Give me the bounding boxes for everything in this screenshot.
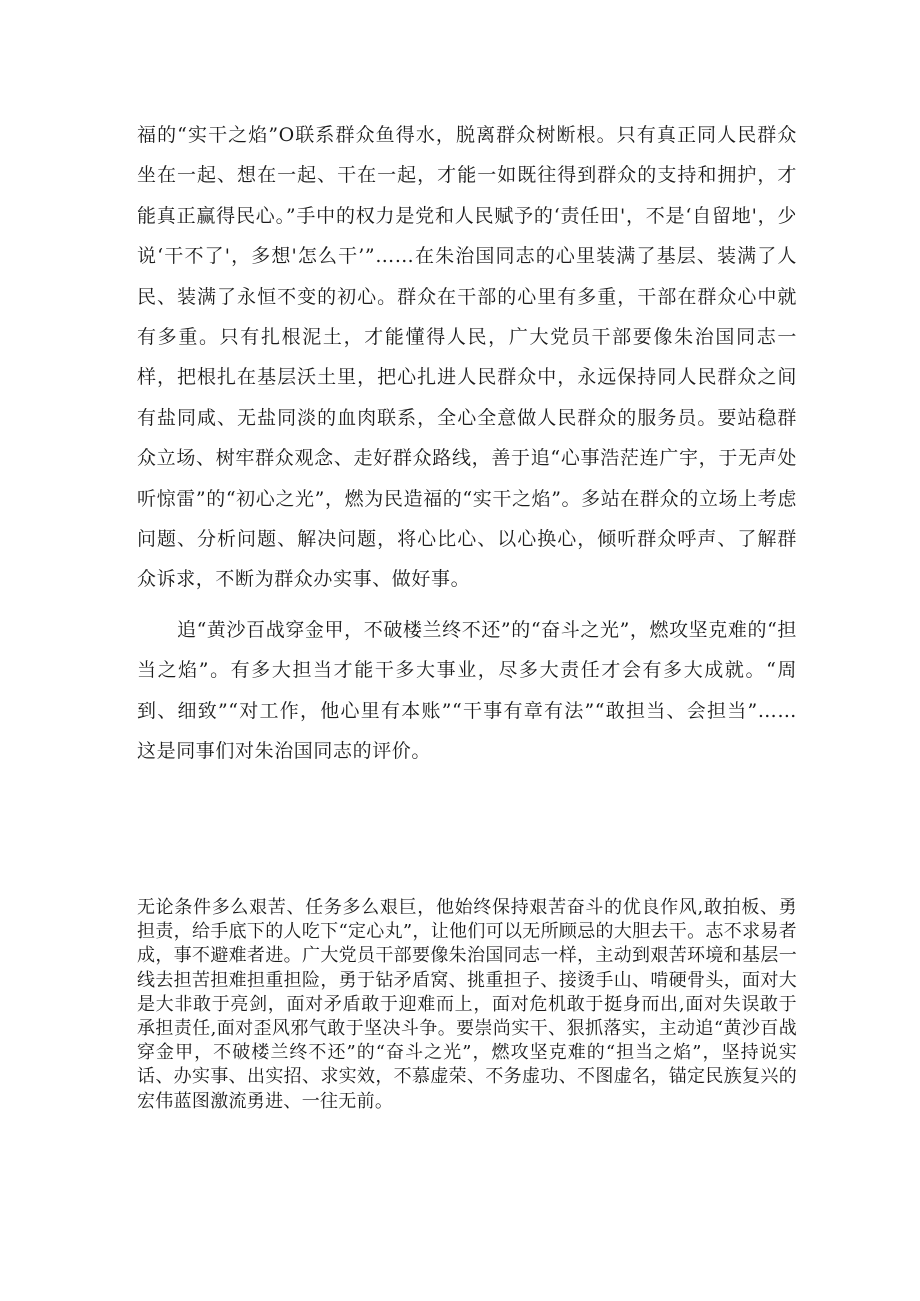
paragraph-struggle-spirit: 追“黄沙百战穿金甲，不破楼兰终不还”的“奋斗之光”，燃攻坚克难的“担当之焰”。有多大担当才能干多大事业，尽多大责任才会有多大成就。“周到、细致”“对工作，他心里有本账”“干事有章有法”“敢担当、会担当”……这是同事们对朱治国同志的评价。	[137, 618, 797, 763]
upper-text-block	[137, 115, 797, 772]
paragraph-service-spirit: 福的“实干之焰”O联系群众鱼得水，脱离群众树断根。只有真正同人民群众坐在一起、想在一起、干在一起，才能一如既往得到群众的支持和拥护，才能真正赢得民心。”手中的权力是党和人民赋予的‘责任田'，不是‘自留地'，少说‘干不了'，多想'怎么干’”……在朱治国同志的心里装满了基层、装满了人民、装满了永恒不变的初心。群众在干部的心里有多重，干部在群众心中就有多重。只有扎根泥土，才能懂得人民，广大党员干部要像朱治国同志一样，把根扎在基层沃土里，把心扎进人民群众中，永远保持同人民群众之间有盐同咸、无盐同淡的血肉联系，全心全意做人民群众的服务员。要站稳群众立场、树牢群众观念、走好群众路线，善于追“心事浩茫连广宇，于无声处听惊雷”的“初心之光”，燃为民造福的“实干之焰”。多站在群众的立场上考虑问题、分析问题、解决问题，将心比心、以心换心，倾听群众呼声、了解群众诉求，不断为群众办实事、做好事。	[137, 124, 797, 591]
lower-text-block	[137, 896, 797, 1114]
paragraph-responsibility: 无论条件多么艰苦、任务多么艰巨，他始终保持艰苦奋斗的优良作风,敢拍板、勇担责，给手底下的人吃下“定心丸”，让他们可以无所顾忌的大胆去干。志不求易者成，事不避难者进。广大党员干部要像朱治国同志一样，主动到艰苦环境和基层一线去担苦担难担重担险，勇于钻矛盾窝、挑重担子、接烫手山、啃硬骨头，面对大是大非敢于亮剑，面对矛盾敢于迎难而上，面对危机敢于挺身而出,面对失误敢于承担责任,面对歪风邪气敢于坚决斗争。要崇尚实干、狠抓落实，主动追“黄沙百战穿金甲，不破楼兰终不还”的“奋斗之光”，燃攻坚克难的“担当之焰”，坚持说实话、办实事、出实招、求实效，不慕虚荣、不务虚功、不图虚名，锚定民族复兴的宏伟蓝图激流勇进、一往无前。	[137, 897, 797, 1112]
